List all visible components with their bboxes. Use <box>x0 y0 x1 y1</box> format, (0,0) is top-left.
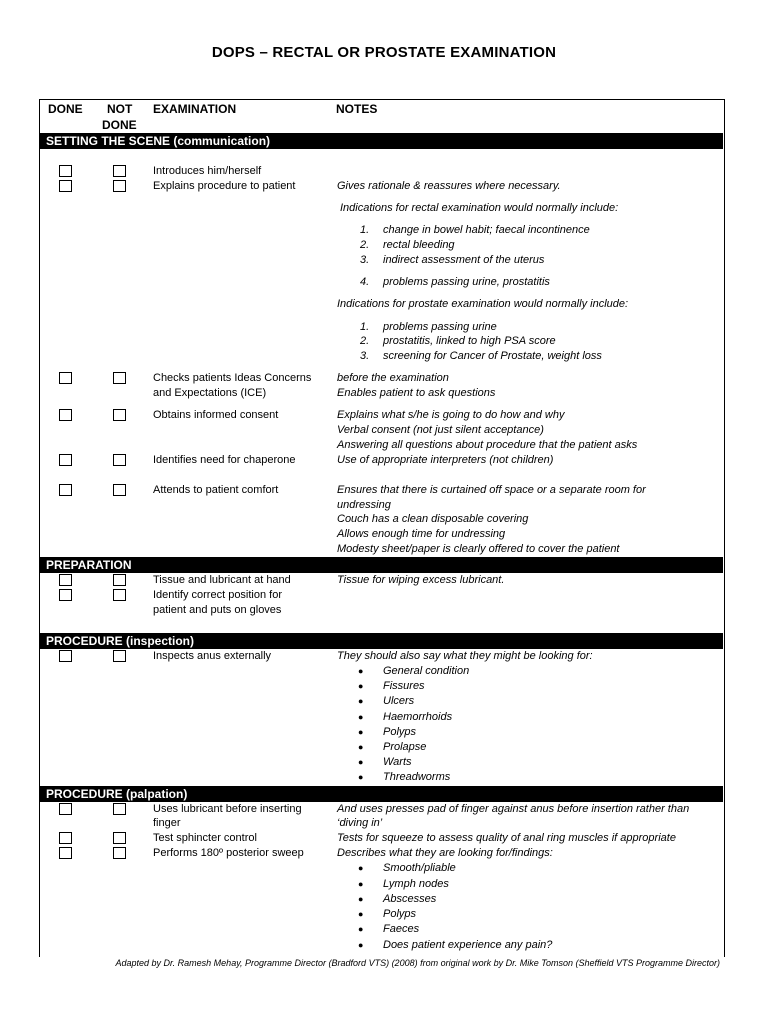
col-header-done: DONE <box>48 102 83 116</box>
not-done-checkbox[interactable] <box>113 832 126 844</box>
list-number: 1. <box>360 321 370 333</box>
bullet: ● <box>358 940 364 950</box>
bullet: ● <box>358 924 364 934</box>
list-item: Abscesses <box>383 893 437 905</box>
note-text: Use of appropriate interpreters (not children) <box>337 454 554 466</box>
note-text: before the examination <box>337 372 449 384</box>
done-checkbox[interactable] <box>59 847 72 859</box>
bullet: ● <box>358 681 364 691</box>
bullet: ● <box>358 727 364 737</box>
not-done-checkbox[interactable] <box>113 165 126 177</box>
exam-item: Introduces him/herself <box>153 165 262 177</box>
exam-item: Checks patients Ideas Concerns <box>153 372 312 384</box>
bullet: ● <box>358 696 364 706</box>
list-item: Prolapse <box>383 741 427 753</box>
done-checkbox[interactable] <box>59 409 72 421</box>
not-done-checkbox[interactable] <box>113 847 126 859</box>
note-text: Explains what s/he is going to do how and why <box>337 409 565 421</box>
note-text: Tests for squeeze to assess quality of anal ring muscles if appropriate <box>337 832 676 844</box>
not-done-checkbox[interactable] <box>113 180 126 192</box>
exam-item: Test sphincter control <box>153 832 257 844</box>
list-item: Does patient experience any pain? <box>383 939 553 951</box>
bullet: ● <box>358 772 364 782</box>
bullet: ● <box>358 742 364 752</box>
not-done-checkbox[interactable] <box>113 650 126 662</box>
exam-item: Identifies need for chaperone <box>153 454 296 466</box>
done-checkbox[interactable] <box>59 454 72 466</box>
note-text: Answering all questions about procedure that the patient asks <box>337 439 638 451</box>
bullet: ● <box>358 894 364 904</box>
exam-item: finger <box>153 817 181 829</box>
col-header-not: NOT <box>107 102 133 116</box>
exam-item: Inspects anus externally <box>153 650 272 662</box>
note-text: Describes what they are looking for/findings: <box>337 847 553 859</box>
done-checkbox[interactable] <box>59 372 72 384</box>
section-setting-the-scene: SETTING THE SCENE (communication) <box>40 133 723 149</box>
list-item: Fissures <box>383 680 425 692</box>
note-text: ‘diving in’ <box>337 817 383 829</box>
list-item: problems passing urine <box>383 321 497 333</box>
not-done-checkbox[interactable] <box>113 484 126 496</box>
bullet: ● <box>358 879 364 889</box>
list-item: Lymph nodes <box>383 878 449 890</box>
col-header-notes: NOTES <box>336 102 378 116</box>
done-checkbox[interactable] <box>59 180 72 192</box>
list-item: problems passing urine, prostatitis <box>383 276 550 288</box>
section-procedure-palpation: PROCEDURE (palpation) <box>40 786 723 802</box>
done-checkbox[interactable] <box>59 484 72 496</box>
list-item: General condition <box>383 665 470 677</box>
list-number: 2. <box>360 239 370 251</box>
list-item: Polyps <box>383 726 417 738</box>
col-header-done2: DONE <box>102 118 137 132</box>
bullet: ● <box>358 909 364 919</box>
note-text: Modesty sheet/paper is clearly offered to cover the patient <box>337 543 620 555</box>
exam-item: Identify correct position for <box>153 589 283 601</box>
list-item: rectal bleeding <box>383 239 455 251</box>
done-checkbox[interactable] <box>59 803 72 815</box>
not-done-checkbox[interactable] <box>113 803 126 815</box>
note-text: undressing <box>337 499 391 511</box>
list-item: Faeces <box>383 923 420 935</box>
section-preparation: PREPARATION <box>40 557 723 573</box>
exam-item: Tissue and lubricant at hand <box>153 574 291 586</box>
note-text: Gives rationale & reassures where necessary. <box>337 180 561 192</box>
list-item: Ulcers <box>383 695 415 707</box>
not-done-checkbox[interactable] <box>113 409 126 421</box>
footer-credit: Adapted by Dr. Ramesh Mehay, Programme Director (Bradford VTS) (2008) from original work by Dr. Mike Tomson (Sheffield VTS Programme Director) <box>115 958 720 968</box>
list-number: 1. <box>360 224 370 236</box>
list-item: Haemorrhoids <box>383 711 453 723</box>
list-number: 4. <box>360 276 370 288</box>
note-text: Indications for prostate examination would normally include: <box>337 298 629 310</box>
section-procedure-inspection: PROCEDURE (inspection) <box>40 633 723 649</box>
bullet: ● <box>358 666 364 676</box>
page-title: DOPS – RECTAL OR PROSTATE EXAMINATION <box>211 44 557 61</box>
list-item: change in bowel habit; faecal incontinence <box>383 224 590 236</box>
not-done-checkbox[interactable] <box>113 574 126 586</box>
done-checkbox[interactable] <box>59 165 72 177</box>
done-checkbox[interactable] <box>59 832 72 844</box>
done-checkbox[interactable] <box>59 574 72 586</box>
bullet: ● <box>358 863 364 873</box>
col-header-examination: EXAMINATION <box>153 102 237 116</box>
done-checkbox[interactable] <box>59 589 72 601</box>
done-checkbox[interactable] <box>59 650 72 662</box>
exam-item: Obtains informed consent <box>153 409 279 421</box>
exam-item: Performs 180º posterior sweep <box>153 847 304 859</box>
note-text: Ensures that there is curtained off space or a separate room for <box>337 484 646 496</box>
exam-item: Explains procedure to patient <box>153 180 296 192</box>
list-number: 3. <box>360 254 370 266</box>
note-text: Couch has a clean disposable covering <box>337 513 529 525</box>
not-done-checkbox[interactable] <box>113 372 126 384</box>
exam-item: Uses lubricant before inserting <box>153 803 302 815</box>
not-done-checkbox[interactable] <box>113 454 126 466</box>
list-number: 2. <box>360 335 370 347</box>
note-text: Tissue for wiping excess lubricant. <box>337 574 505 586</box>
bullet: ● <box>358 757 364 767</box>
exam-item: Attends to patient comfort <box>153 484 279 496</box>
note-text: And uses presses pad of finger against anus before insertion rather than <box>337 803 690 815</box>
note-text: Allows enough time for undressing <box>337 528 506 540</box>
list-item: Polyps <box>383 908 417 920</box>
note-text: They should also say what they might be looking for: <box>337 650 593 662</box>
exam-item: and Expectations (ICE) <box>153 387 267 399</box>
note-text: Indications for rectal examination would normally include: <box>340 202 619 214</box>
list-item: screening for Cancer of Prostate, weight loss <box>383 350 602 362</box>
note-text: Enables patient to ask questions <box>337 387 496 399</box>
list-number: 3. <box>360 350 370 362</box>
list-item: Smooth/pliable <box>383 862 456 874</box>
not-done-checkbox[interactable] <box>113 589 126 601</box>
list-item: Warts <box>383 756 412 768</box>
list-item: Threadworms <box>383 771 451 783</box>
exam-item: patient and puts on gloves <box>153 604 282 616</box>
list-item: prostatitis, linked to high PSA score <box>383 335 556 347</box>
note-text: Verbal consent (not just silent acceptance) <box>337 424 544 436</box>
bullet: ● <box>358 712 364 722</box>
list-item: indirect assessment of the uterus <box>383 254 545 266</box>
